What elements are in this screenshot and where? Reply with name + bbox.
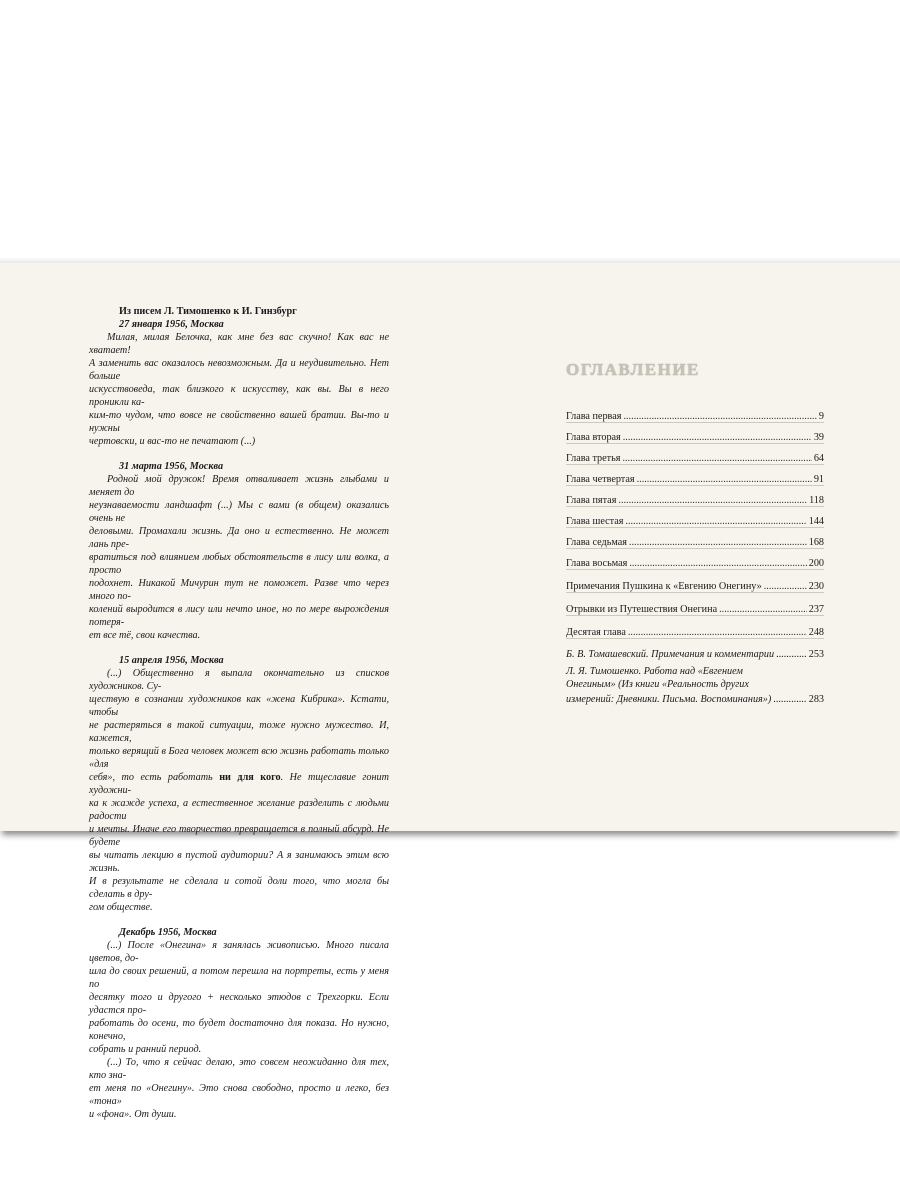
letter-date: 31 марта 1956, Москва bbox=[119, 461, 224, 472]
toc-title: ОГЛАВЛЕНИЕ bbox=[566, 360, 700, 379]
letter-4 bbox=[89, 926, 389, 1121]
page-number: 230 bbox=[808, 581, 824, 592]
letter-date: Декабрь 1956, Москва bbox=[119, 927, 217, 938]
text-line: ким-то чудом, что вовсе не свойственно вашей братии. Вы-то и нужны bbox=[89, 410, 389, 434]
letter-text bbox=[89, 939, 389, 1121]
text-line: только верящий в Бога человек может всю жизнь работать только «для bbox=[89, 746, 389, 770]
text-line: чертовски, и вас-то не печатают (...) bbox=[89, 436, 256, 447]
toc-entry[interactable]: Глава третья ..... 64 bbox=[566, 444, 824, 465]
text-line: собрать и ранний период. bbox=[89, 1044, 202, 1055]
toc-entry[interactable]: Глава пятая ..... 118 bbox=[566, 486, 824, 507]
text-line: десятку того и другого + несколько этюдов с Трехгорки. Если удастся про- bbox=[89, 992, 389, 1016]
text-line: и «фона». От души. bbox=[89, 1109, 177, 1120]
text-line: ществую в сознании художников как «жена Кибрика». Кстати, чтобы bbox=[89, 694, 389, 718]
toc-entry[interactable]: Примечания Пушкина к «Евгению Онегину» ..... 230 bbox=[566, 570, 824, 593]
letter-1 bbox=[89, 318, 389, 448]
text-line: вратиться под влиянием любых обстоятельств в лису или волка, а просто bbox=[89, 552, 389, 576]
text-line: (...) То, что я сейчас делаю, это совсем неожиданно для тех, кто зна- bbox=[89, 1057, 389, 1081]
letter-text bbox=[89, 473, 389, 642]
toc-entry[interactable]: Глава седьмая ..... 168 bbox=[566, 528, 824, 549]
text-line: работать до осени, то будет достаточно для показа. Но нужно, конечно, bbox=[89, 1018, 389, 1042]
page-number: 144 bbox=[808, 516, 824, 527]
toc-entry[interactable]: Отрывки из Путешествия Онегина ..... 237 bbox=[566, 593, 824, 616]
text-line: подохнет. Никакой Мичурин тут не поможет. Разве что через много по- bbox=[89, 578, 389, 602]
toc-entry[interactable]: Глава первая ..... 9 bbox=[566, 402, 824, 423]
page-number: 248 bbox=[808, 627, 824, 638]
letter-date: 27 января 1956, Москва bbox=[119, 319, 224, 330]
toc-entry[interactable]: Глава шестая ..... 144 bbox=[566, 507, 824, 528]
toc-entry-commentary[interactable]: Б. В. Томашевский. Примечания и комментарии ..... 253 bbox=[566, 647, 824, 660]
letter-text bbox=[89, 331, 389, 448]
letter-date: 15 апреля 1956, Москва bbox=[119, 655, 224, 666]
toc-entry[interactable]: Глава восьмая ..... 200 bbox=[566, 549, 824, 570]
emphasis: ни для кого bbox=[219, 772, 281, 783]
text-line: ка к жажде успеха, а естественное желание разделить с людьми радости bbox=[89, 798, 389, 822]
text-line: деловыми. Промахали жизнь. Да оно и естественно. Не может лань пре- bbox=[89, 526, 389, 550]
text-line: (...) Общественно я выпала окончательно из списков художников. Су- bbox=[89, 668, 389, 692]
page-number: 168 bbox=[808, 537, 824, 548]
page-number: 237 bbox=[808, 604, 824, 615]
toc-entry[interactable]: Глава четвертая ..... 91 bbox=[566, 465, 824, 486]
text-line: неузнаваемости ландшафт (...) Мы с вами (в общем) оказались очень не bbox=[89, 500, 389, 524]
page-number: 91 bbox=[813, 474, 824, 485]
text-line: не растеряться в такой ситуации, тоже нужно мужество. И, кажется, bbox=[89, 720, 389, 744]
page-number: 118 bbox=[809, 495, 824, 506]
letter-2 bbox=[89, 460, 389, 642]
page-number: 253 bbox=[808, 649, 824, 660]
page-number: 9 bbox=[818, 411, 824, 422]
text-line: себя», то есть работать ни для кого. Не тщеславие гонит художни- bbox=[89, 772, 389, 796]
text-line: Родной мой дружок! Время отваливает жизнь глыбами и меняет до bbox=[89, 474, 389, 498]
text-line: и мечты. Иначе его творчество превращается в полный абсурд. Не будете bbox=[89, 824, 389, 848]
toc-entry[interactable]: Десятая глава ..... 248 bbox=[566, 616, 824, 639]
text-line: И в результате не сделала и сотой доли того, что могла бы сделать в дру- bbox=[89, 876, 389, 900]
table-of-contents bbox=[566, 402, 824, 705]
text-line: искусствоведа, так близкого к искусству, как вы. Вы в него проникли ка- bbox=[89, 384, 389, 408]
text-line: гом обществе. bbox=[89, 902, 153, 913]
letters-heading: Из писем Л. Тимошенко к И. Гинзбург bbox=[119, 306, 297, 317]
text-line: колений выродится в лису или нечто иное, но по мере вырождения потеря- bbox=[89, 604, 389, 628]
toc-entry-essay[interactable]: Л. Я. Тимошенко. Работа над «Евгением Онегиным» (Из книги «Реальность других измерений: Дневники. Письма. Воспоминания») ..... 283 bbox=[566, 666, 824, 705]
text-line: ет все тё, свои качества. bbox=[89, 630, 201, 641]
text-line: (...) После «Онегина» я занялась живописью. Много писала цветов, до- bbox=[89, 940, 389, 964]
left-page bbox=[89, 305, 389, 1121]
page-number: 39 bbox=[813, 432, 824, 443]
text-line: ет меня по «Онегину». Это снова свободно, просто и легко, без «тона» bbox=[89, 1083, 389, 1107]
page-number: 64 bbox=[813, 453, 824, 464]
page-number: 200 bbox=[808, 558, 824, 569]
toc-entry[interactable]: Глава вторая ..... 39 bbox=[566, 423, 824, 444]
text-line: А заменить вас оказалось невозможным. Да и неудивительно. Нет больше bbox=[89, 358, 389, 382]
page-number: 283 bbox=[808, 694, 824, 705]
letter-text bbox=[89, 667, 389, 914]
text-line: шла до своих решений, а потом перешла на портреты, есть у меня по bbox=[89, 966, 389, 990]
text-line: Милая, милая Белочка, как мне без вас скучно! Как вас не хватает! bbox=[89, 332, 389, 356]
letter-3 bbox=[89, 654, 389, 914]
text-line: вы читать лекцию в пустой аудитории? А я занимаюсь этим всю жизнь. bbox=[89, 850, 389, 874]
